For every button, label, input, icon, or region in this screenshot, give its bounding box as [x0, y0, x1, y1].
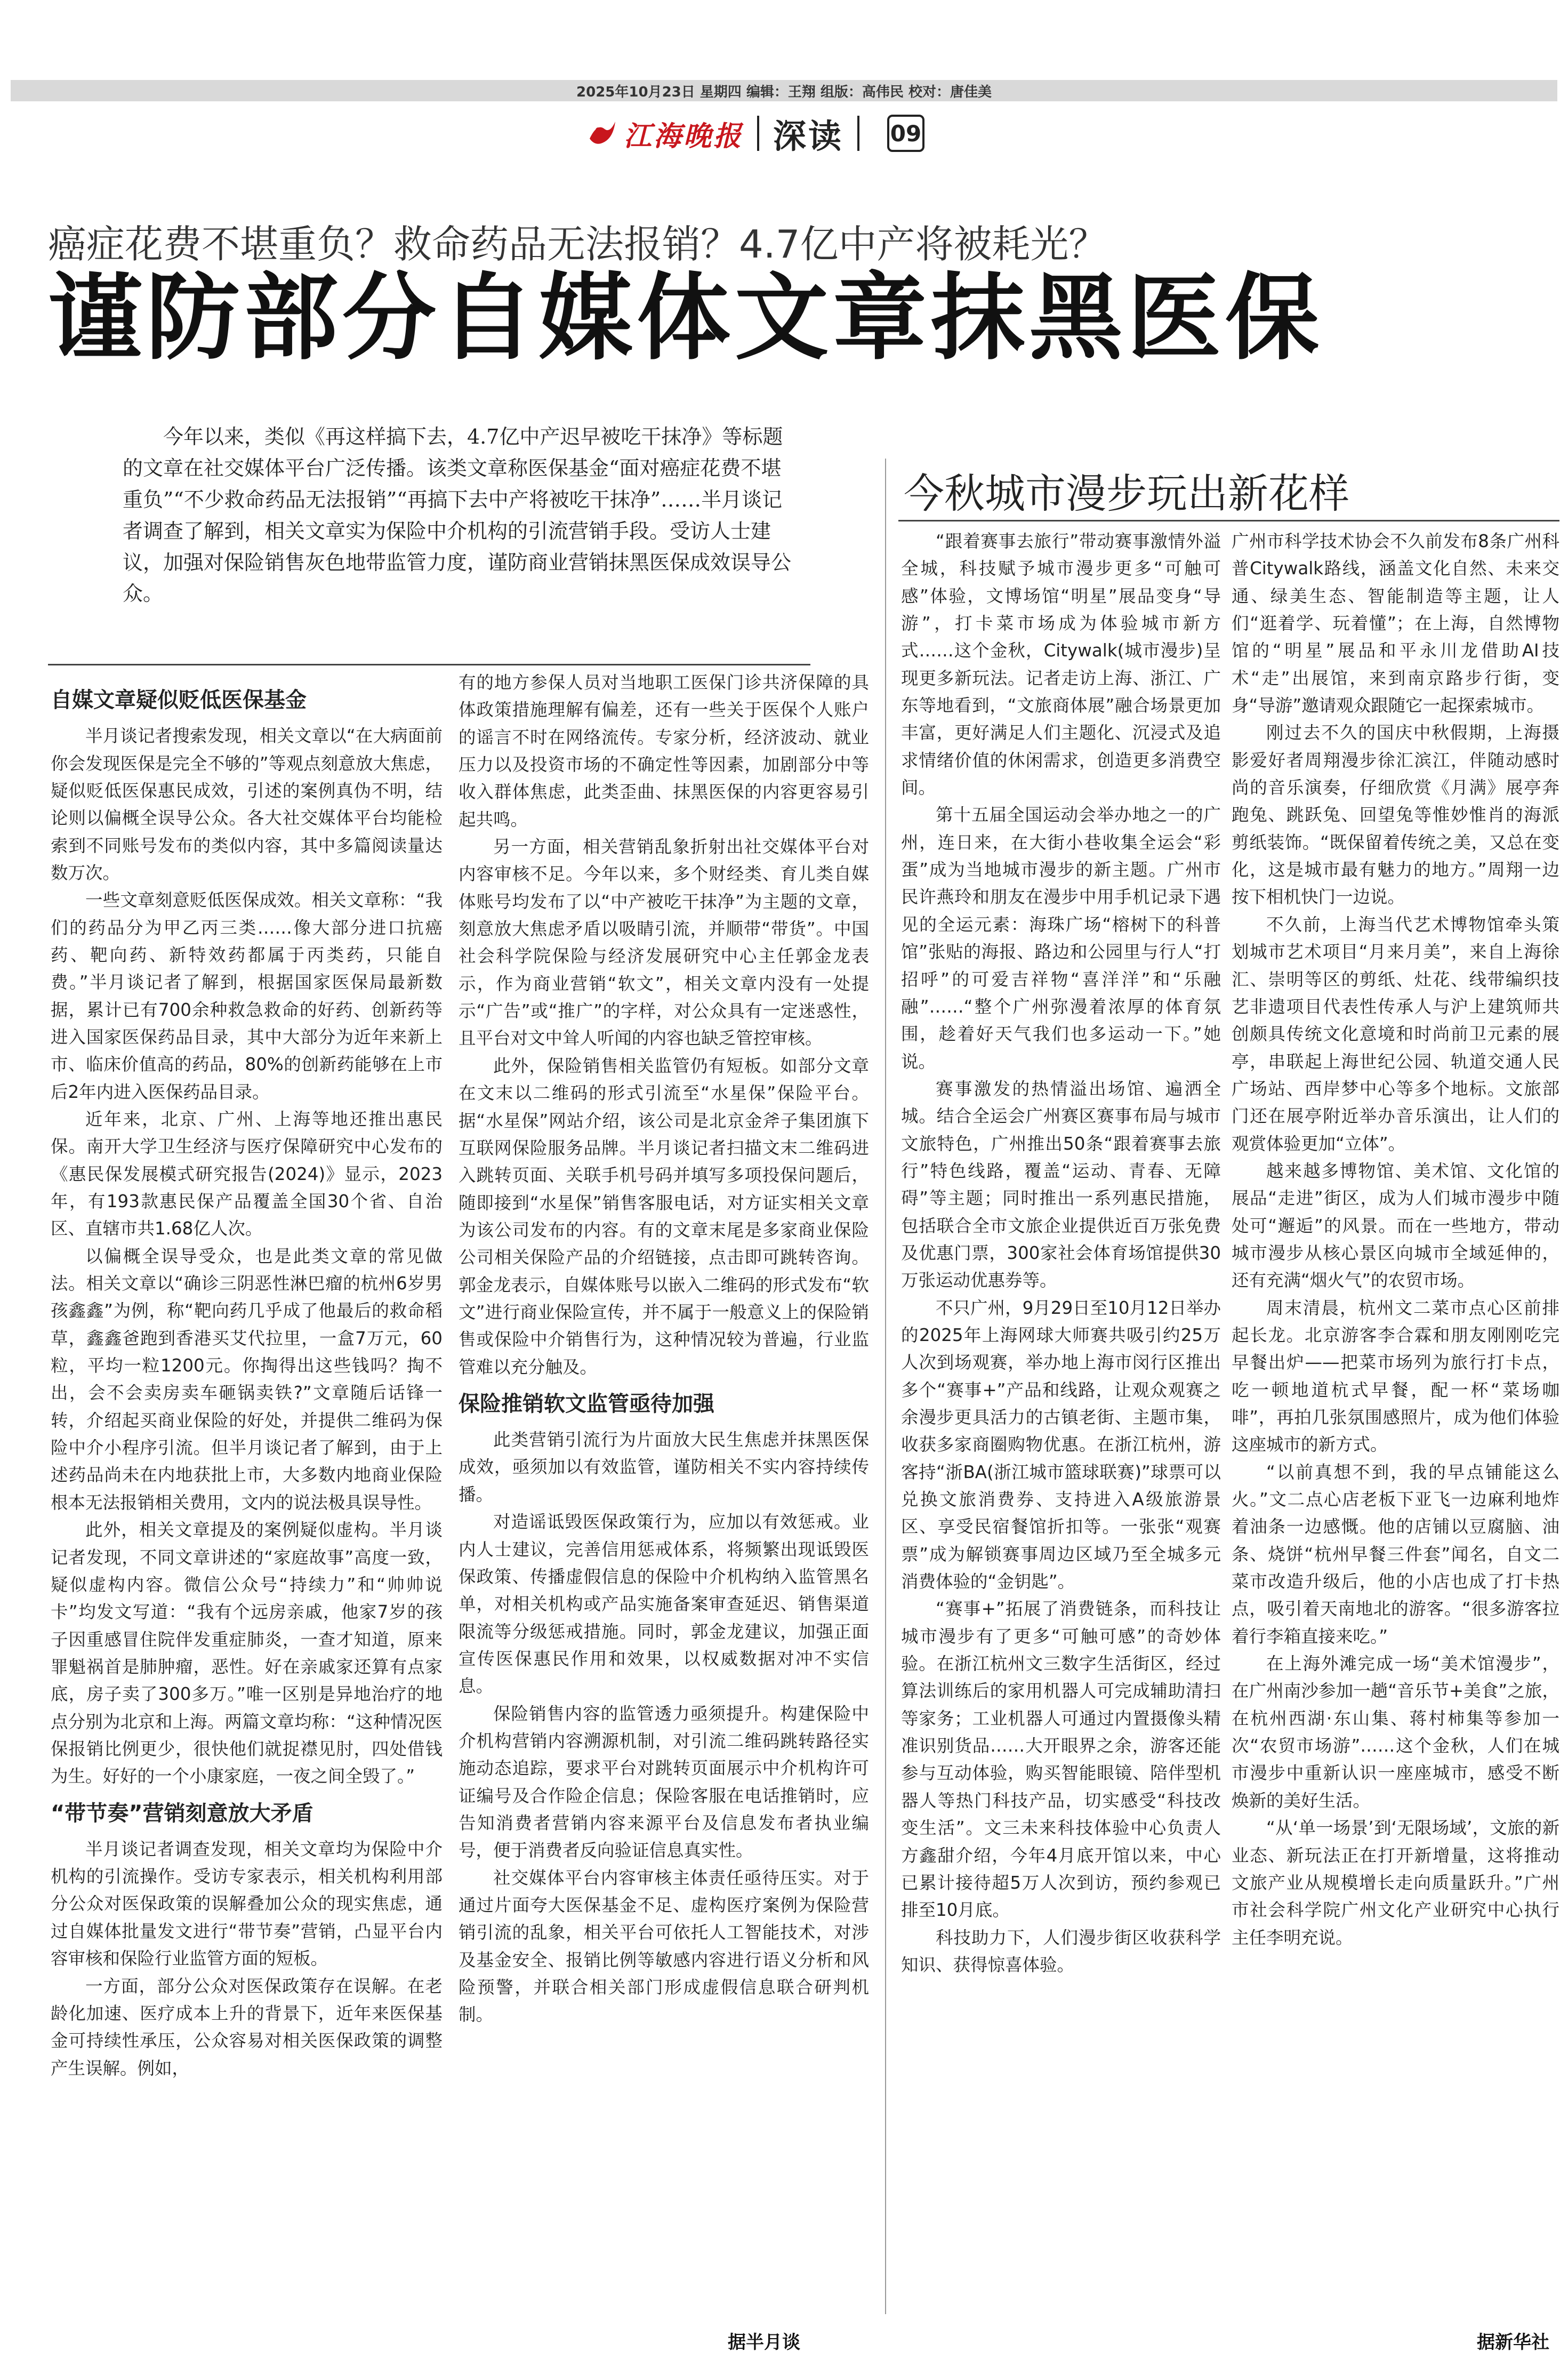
body-paragraph: 半月谈记者搜索发现，相关文章以“在大病面前你会发现医保是完全不够的”等观点刻意放大焦虑，疑似贬低医保惠民成效，引述的案例真伪不明，结论则以偏概全误导公众。各大社交媒体平台均能检索到不同账号发布的类似内容，其中多篇阅读量达数万次。	[51, 726, 443, 883]
page-number: 09	[887, 115, 924, 152]
main-article-column-1	[51, 677, 443, 2357]
subheadline: 癌症花费不堪重负？救命药品无法报销？4.7亿中产将被耗光？	[48, 222, 1107, 267]
body-paragraph: 保险销售内容的监管透力亟须提升。构建保险中介机构营销内容溯源机制，对引流二维码跳转路径实施动态追踪，要求平台对跳转页面展示中介机构许可证编号及合作险企信息；保险客服在电话推销时，应告知消费者营销内容来源平台及信息发布者执业编号，便于消费者反向验证信息真实性。	[459, 1703, 869, 1861]
column-rule	[898, 520, 1559, 521]
body-paragraph: 周末清晨，杭州文二菜市点心区前排起长龙。北京游客李合霖和朋友刚刚吃完早餐出炉——把菜市场列为旅行打卡点，吃一顿地道杭式早餐，配一杯“菜场咖啡”，再拍几张氛围感照片，成为他们体验这座城市的新方式。	[1232, 1297, 1559, 1455]
body-paragraph: 社交媒体平台内容审核主体责任亟待压实。对于通过片面夸大医保基金不足、虚构医疗案例为保险营销引流的乱象，相关平台可依托人工智能技术，对涉及基金安全、报销比例等敏感内容进行语义分析和风险预警，并联合相关部门形成虚假信息联合研判机制。	[459, 1867, 869, 2025]
brand-logo-icon	[586, 117, 618, 149]
body-paragraph: 赛事激发的热情溢出场馆、遍洒全城。结合全运会广州赛区赛事布局与城市文旅特色，广州推出50条“跟着赛事去旅行”特色线路，覆盖“运动、青春、无障碍”等主题；同时推出一系列惠民措施，包括联合全市文旅企业提供近百万张免费及优惠门票，300家社会体育场馆提供30万张运动优惠券等。	[901, 1078, 1221, 1291]
body-paragraph: “以前真想不到，我的早点铺能这么火。”文二点心店老板下亚飞一边麻利地炸着油条一边感慨。他的店铺以豆腐脑、油条、烧饼“杭州早餐三件套”闻名，自文二菜市改造升级后，他的小店也成了打卡热点，吸引着天南地北的游客。“很多游客拉着行李箱直接来吃。”	[1232, 1462, 1559, 1647]
body-paragraph: 此类营销引流行为片面放大民生焦虑并抹黑医保成效，亟须加以有效监管，谨防相关不实内容持续传播。	[459, 1430, 869, 1505]
body-paragraph: 一方面，部分公众对医保政策存在误解。在老龄化加速、医疗成本上升的背景下，近年来医保基金可持续性承压，公众容易对相关医保政策的调整产生误解。例如，	[51, 1976, 443, 2078]
body-paragraph: 近年来，北京、广州、上海等地还推出惠民保。南开大学卫生经济与医疗保障研究中心发布的《惠民保发展模式研究报告(2024)》显示，2023年，有193款惠民保产品覆盖全国30个省、自治区、直辖市共1.68亿人次。	[51, 1109, 443, 1239]
body-paragraph: 不只广州，9月29日至10月12日举办的2025年上海网球大师赛共吸引约25万人次到场观赛，举办地上海市闵行区推出多个“赛事+”产品和线路，让观众观赛之余漫步更具活力的古镇老街、主题市集，收获多家商圈购物优惠。在浙江杭州，游客持“浙BA(浙江城市篮球联赛)”球票可以兑换文旅消费券、支持进入A级旅游景区、享受民宿餐馆折扣等。一张张“观赛票”成为解锁赛事周边区域乃至全城多元消费体验的“金钥匙”。	[901, 1297, 1221, 1592]
lead-paragraph: 今年以来，类似《再这样搞下去，4.7亿中产迟早被吃干抹净》等标题的文章在社交媒体平台广泛传播。该类文章称医保基金“面对癌症花费不堪重负”“不少救命药品无法报销”“再搞下去中产将被吃干抹净”……半月谈记者调查了解到，相关文章实为保险中介机构的引流营销手段。受访人士建议，加强对保险销售灰色地带监管力度，谨防商业营销抹黑医保成效误导公众。	[123, 425, 792, 606]
side-article-title: 今秋城市漫步玩出新花样	[904, 470, 1349, 517]
body-paragraph: 此外，相关文章提及的案例疑似虚构。半月谈记者发现，不同文章讲述的“家庭故事”高度一致，疑似虚构内容。微信公众号“持续力”和“帅帅说卡”均发文写道：“我有个远房亲戚，他家7岁的孩子因重感冒住院伴发重症肺炎，一查才知道，原来罪魁祸首是肺肿瘤，恶性。好在亲戚家还算有点家底，房子卖了300多万。”唯一区别是异地治疗的地点分别为北京和上海。两篇文章均称：“这种情况医保报销比例更少，很快他们就捉襟见肘，四处借钱为生。好好的一个小康家庭，一夜之间全毁了。”	[51, 1520, 443, 1787]
brand-name: 江海晚报	[624, 119, 744, 152]
side-article-credit: 据新华社	[1477, 2332, 1549, 2353]
main-article-column-2	[459, 669, 869, 2349]
masthead-divider	[757, 116, 759, 151]
body-paragraph: 另一方面，相关营销乱象折射出社交媒体平台对内容审核不足。今年以来，多个财经类、育儿类自媒体账号均发布了以“中产被吃干抹净”为主题的文章，刻意放大焦虑矛盾以吸睛引流，并顺带“带货”。中国社会科学院保险与经济发展研究中心主任郭金龙表示，作为商业营销“软文”，相关文章内没有一处提示“广告”或“推广”的字样，对公众具有一定迷惑性，且平台对文中耸人听闻的内容也缺乏管控审核。	[459, 837, 869, 1049]
body-paragraph: “从‘单一场景’到‘无限场域’，文旅的新业态、新玩法正在打开新增量，这将推动文旅产业从规模增长走向质量跃升。”广州市社会科学院广州文化产业研究中心执行主任李明充说。	[1232, 1818, 1559, 1948]
side-article-column-2	[1232, 528, 1559, 2314]
body-paragraph: 刚过去不久的国庆中秋假期，上海摄影爱好者周翔漫步徐汇滨江，伴随动感时尚的音乐演奏，仔细欣赏《月满》展亭奔跑兔、跳跃兔、回望兔等惟妙惟肖的海派剪纸装饰。“既保留着传统之美，又总在变化，这是城市最有魅力的地方。”周翔一边按下相机快门一边说。	[1232, 723, 1559, 908]
body-paragraph: 此外，保险销售相关监管仍有短板。如部分文章在文末以二维码的形式引流至“水星保”保险平台。据“水星保”网站介绍，该公司是北京金斧子集团旗下互联网保险服务品牌。半月谈记者扫描文末二维码进入跳转页面、关联手机号码并填写多项投保问题后，随即接到“水星保”销售客服电话，对方证实相关文章为该公司发布的内容。有的文章末尾是多家商业保险公司相关保险产品的介绍链接，点击即可跳转咨询。郭金龙表示，自媒体账号以嵌入二维码的形式发布“软文”进行商业保险宣传，并不属于一般意义上的保险销售或保险中介销售行为，这种情况较为普遍，行业监管难以充分触及。	[459, 1055, 869, 1377]
body-paragraph: 科技助力下，人们漫步街区收获科学知识、获得惊喜体验。	[901, 1927, 1221, 1975]
body-paragraph: “跟着赛事去旅行”带动赛事激情外溢全城，科技赋予城市漫步更多“可触可感”体验，文博场馆“明星”展品变身“导游”，打卡菜市场成为体验城市新方式……这个金秋，Citywalk(城市漫步)呈现更多新玩法。记者走访上海、浙江、广东等地看到，“文旅商体展”融合场景更加丰富，更好满足人们主题化、沉浸式及追求情绪价值的休闲需求，创造更多消费空间。	[901, 531, 1221, 798]
body-paragraph: 有的地方参保人员对当地职工医保门诊共济保障的具体政策措施理解有偏差，还有一些关于医保个人账户的谣言不时在网络流传。专家分析，经济波动、就业压力以及投资市场的不确定性等因素，加剧部分中等收入群体焦虑，此类歪曲、抹黑医保的内容更容易引起共鸣。	[459, 672, 869, 830]
article-divider	[885, 459, 886, 2314]
body-paragraph: “赛事+”拓展了消费链条，而科技让城市漫步有了更多“可触可感”的奇妙体验。在浙江杭州文三数字生活街区，经过算法训练后的家用机器人可完成辅助清扫等家务；工业机器人可通过内置摄像头精准识别货品……大开眼界之余，游客还能参与互动体验，购买智能眼镜、陪伴型机器人等热门科技产品，切实感受“科技改变生活”。文三未来科技体验中心负责人方鑫甜介绍，今年4月底开馆以来，中心已累计接待超5万人次到访，预约参观已排至10月底。	[901, 1599, 1221, 1921]
body-paragraph: 第十五届全国运动会举办地之一的广州，连日来，在大街小巷收集全运会“彩蛋”成为当地城市漫步的新主题。广州市民许燕玲和朋友在漫步中用手机记录下遇见的全运元素：海珠广场“榕树下的科普馆”张贴的海报、路边和公园里与行人“打招呼”的可爱吉祥物“喜洋洋”和“乐融融”……“整个广州弥漫着浓厚的体育氛围，趁着好天气我们也多运动一下。”她说。	[901, 805, 1221, 1072]
body-paragraph: 一些文章刻意贬低医保成效。相关文章称：“我们的药品分为甲乙丙三类……像大部分进口抗癌药、靶向药、新特效药都属于丙类药，只能自费。”半月谈记者了解到，根据国家医保局最新数据，累计已有700余种救急救命的好药、创新药等进入国家医保药品目录，其中大部分为近年来新上市、临床价值高的药品，80%的创新药能够在上市后2年内进入医保药品目录。	[51, 890, 443, 1102]
body-paragraph: 以偏概全误导受众，也是此类文章的常见做法。相关文章以“确诊三阴恶性淋巴瘤的杭州6岁男孩鑫鑫”为例，称“靶向药几乎成了他最后的救命稻草，鑫鑫爸跑到香港买艾代拉里，一盒7万元，60粒，平均一粒1200元。你掏得出这些钱吗？掏不出，会不会卖房卖车砸锅卖铁?”文章随后话锋一转，介绍起买商业保险的好处，并提供二维码为保险中介小程序引流。但半月谈记者了解到，由于上述药品尚未在内地获批上市，大多数内地商业保险根本无法报销相关费用，文内的说法极具误导性。	[51, 1246, 443, 1513]
body-paragraph: 在上海外滩完成一场“美术馆漫步”，在广州南沙参加一趟“音乐节+美食”之旅，在杭州西湖·东山集、蒋村柿集等参加一次“农贸市场游”……这个金秋，人们在城市漫步中重新认识一座座城市，感受不断焕新的美好生活。	[1232, 1653, 1559, 1811]
section-subheading: 保险推销软文监管亟待加强	[459, 1391, 714, 1416]
date-line: 2025年10月23日 星期四 编辑：王翔 组版：高伟民 校对：唐佳美	[576, 84, 992, 100]
body-paragraph: 半月谈记者调查发现，相关文章均为保险中介机构的引流操作。受访专家表示，相关机构利用部分公众对医保政策的误解叠加公众的现实焦虑，通过自媒体批量发文进行“带节奏”营销，凸显平台内容审核和保险行业监管方面的短板。	[51, 1839, 443, 1969]
section-name: 深读	[773, 116, 844, 156]
body-paragraph: 对造谣诋毁医保政策行为，应加以有效惩戒。业内人士建议，完善信用惩戒体系，将频繁出现诋毁医保政策、传播虚假信息的保险中介机构纳入监管黑名单，对相关机构或产品实施备案审查延迟、销售渠道限流等分级惩戒措施。同时，郭金龙建议，加强正面宣传医保惠民作用和效果，以权威数据对冲不实信息。	[459, 1512, 869, 1697]
body-paragraph: 广州市科学技术协会不久前发布8条广州科普Citywalk路线，涵盖文化自然、未来交通、绿美生态、智能制造等主题，让人们“逛着学、玩着懂”；在上海，自然博物馆的“明星”展品和平永川龙借助AI技术“走”出展馆，来到南京路步行街，变身“导游”邀请观众跟随它一起探索城市。	[1232, 531, 1559, 716]
body-paragraph: 越来越多博物馆、美术馆、文化馆的展品“走进”街区，成为人们城市漫步中随处可“邂逅”的风景。而在一些地方，带动城市漫步从核心景区向城市全域延伸的，还有充满“烟火气”的农贸市场。	[1232, 1160, 1559, 1291]
masthead	[586, 112, 924, 155]
section-subheading: “带节奏”营销刻意放大矛盾	[51, 1801, 313, 1826]
headline: 谨防部分自媒体文章抹黑医保	[48, 263, 1324, 373]
body-paragraph: 不久前，上海当代艺术博物馆牵头策划城市艺术项目“月来月美”，来自上海徐汇、崇明等区的剪纸、灶花、线带编织技艺非遗项目代表性传承人与沪上建筑师共创颇具传统文化意境和时尚前卫元素的展亭，串联起上海世纪公园、轨道交通人民广场站、西岸梦中心等多个地标。文旅部门还在展亭附近举办音乐演出，让人们的观赏体验更加“立体”。	[1232, 914, 1559, 1154]
date-editor-bar	[11, 80, 1557, 101]
column-rule	[48, 664, 810, 665]
masthead-divider	[857, 116, 859, 151]
main-article-credit: 据半月谈	[728, 2332, 800, 2353]
section-subheading: 自媒文章疑似贬低医保基金	[51, 688, 307, 712]
side-article-column-1	[901, 528, 1221, 2314]
